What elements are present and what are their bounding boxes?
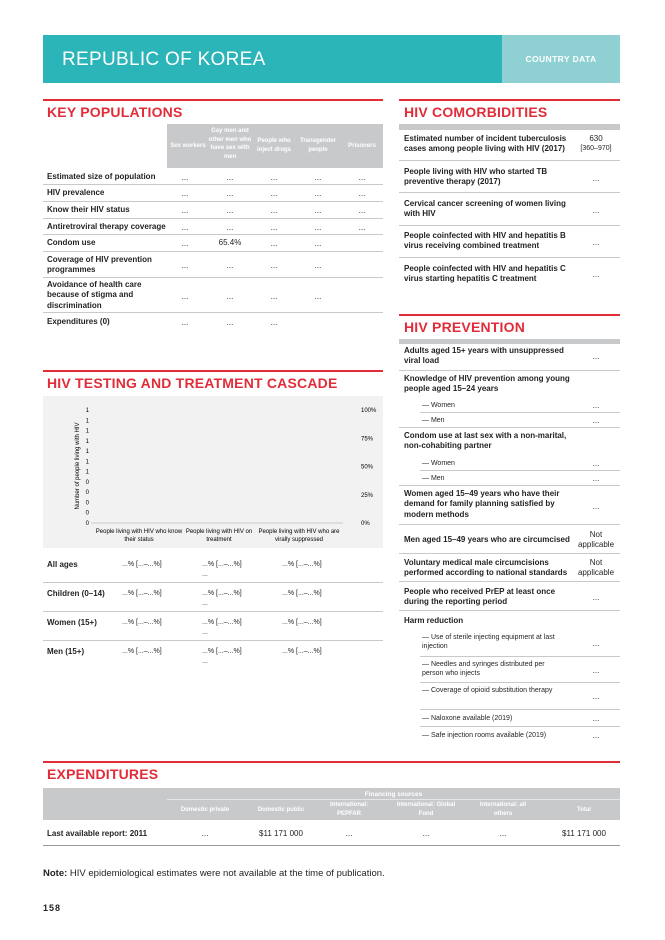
row-divider [420, 726, 620, 727]
left-tick-label: 1 [85, 428, 89, 435]
col-people-inject-drugs: People who inject drugs [256, 138, 291, 153]
row-divider [399, 427, 620, 428]
cascade-value: ...% [...–...%] [122, 619, 162, 626]
harm-item-value: ... [592, 639, 600, 648]
col-prisoners: Prisoners [348, 143, 376, 149]
kp-cell: ... [314, 206, 322, 215]
left-tick-label: 0 [85, 490, 89, 497]
cascade-value: ...% [...–...%] [202, 648, 242, 655]
row-divider [420, 656, 620, 657]
country-banner [43, 35, 620, 83]
right-tick-label: 0% [361, 521, 370, 527]
note [43, 868, 385, 879]
kp-cell: ... [314, 239, 322, 248]
harm-reduction-label: Harm reduction [404, 616, 464, 625]
left-tick-label: 0 [85, 500, 89, 507]
country-data-tag: COUNTRY DATA [502, 35, 620, 83]
kp-cell: ... [226, 189, 234, 198]
kp-cell: ... [226, 206, 234, 215]
row-divider [420, 412, 620, 413]
kp-cell: ... [181, 223, 189, 232]
col-domestic-public: Domestic public [257, 807, 305, 813]
col-global-fund: International: Global Fund [396, 802, 456, 817]
expenditure-value: ... [422, 829, 430, 838]
kp-cell: ... [270, 261, 278, 270]
kp-cell: ... [181, 318, 189, 327]
comorbidity-label: Estimated number of incident tuberculosis cases among people living with HIV (2017) [404, 134, 567, 154]
right-tick-label: 75% [361, 436, 374, 443]
row-divider [43, 251, 383, 252]
right-tick-label: 100% [361, 408, 377, 414]
harm-item-label: — Naloxone available (2019) [422, 715, 513, 722]
kp-cell: ... [181, 292, 189, 301]
left-tick-label: 1 [85, 438, 89, 445]
row-divider [420, 470, 620, 471]
cascade-title: HIV TESTING AND TREATMENT CASCADE [47, 375, 338, 391]
kp-cell: ... [314, 173, 322, 182]
cascade-value: ...% [...–...%] [282, 619, 322, 626]
comorbidity-label: People living with HIV who started TB preventive therapy (2017) [404, 167, 548, 187]
left-tick-label: 0 [85, 479, 89, 486]
prevention-value: ... [592, 416, 600, 425]
header-divider [167, 799, 620, 800]
row-divider [399, 225, 620, 226]
kp-row-label: Coverage of HIV prevention programmes [47, 255, 152, 275]
row-divider [43, 201, 383, 202]
prevention-rule [399, 314, 620, 316]
row-divider [399, 553, 620, 554]
prevention-title: HIV PREVENTION [404, 319, 526, 335]
category-label: treatment [206, 537, 232, 543]
prevention-label: Knowledge of HIV prevention among young people aged 15–24 years [404, 374, 570, 394]
row-divider [399, 192, 620, 193]
kp-cell: ... [314, 292, 322, 301]
left-tick-label: 0 [85, 521, 89, 527]
kp-row-label: Antiretroviral therapy coverage [47, 222, 166, 231]
row-divider [399, 257, 620, 258]
kp-cell: ... [270, 173, 278, 182]
prevention-label: Voluntary medical male circumcisions performed according to national standards [404, 558, 568, 578]
prevention-label: People who received PrEP at least once during the reporting period [404, 587, 556, 607]
prevention-label: Condom use at last sex with a non-marital, non-cohabiting partner [404, 431, 567, 451]
kp-row-label: Expenditures (0) [47, 317, 110, 326]
cascade-value: ... [202, 658, 208, 665]
col-gay-men: Gay men and other men who have sex with men [208, 128, 252, 161]
prevention-label: Adults aged 15+ years with unsuppressed viral load [404, 346, 564, 366]
y-axis-label: Number of people living with HIV [75, 422, 81, 510]
row-divider [399, 581, 620, 582]
kp-cell: ... [226, 292, 234, 301]
row-divider [399, 610, 620, 611]
category-label: People living with HIV on [185, 529, 253, 535]
col-transgender: Transgender people [299, 138, 336, 153]
category-label: virally suppressed [274, 537, 324, 543]
prevention-value: ... [592, 593, 600, 602]
kp-cell: ... [270, 239, 278, 248]
harm-item-label: — Use of sterile injecting equipment at last injection [422, 634, 555, 651]
kp-cell: ... [314, 261, 322, 270]
harm-item-value: ... [592, 731, 600, 740]
kp-cell: ... [270, 206, 278, 215]
prevention-sub-label: — Men [422, 417, 445, 424]
kp-cell: ... [358, 173, 366, 182]
chart-background [43, 396, 383, 548]
kp-cell: ... [358, 189, 366, 198]
cascade-row-label: Children (0–14) [47, 589, 105, 598]
kp-cell: ... [314, 189, 322, 198]
kp-cell: ... [270, 318, 278, 327]
category-label: their status [124, 537, 154, 543]
right-tick-label: 50% [361, 464, 374, 471]
cascade-value: ...% [...–...%] [122, 590, 162, 597]
kp-row-label: Estimated size of population [47, 172, 156, 181]
expenditure-row-label: Last available report: 2011 [47, 829, 148, 838]
comorbidity-value: 630 [589, 134, 603, 143]
harm-item-value: ... [592, 714, 600, 723]
prevention-value: ... [592, 502, 600, 511]
row-divider [420, 682, 620, 683]
row-divider [43, 312, 383, 313]
row-divider [43, 184, 383, 185]
expenditure-value: $11 171 000 [259, 829, 303, 838]
cascade-row-label: All ages [47, 560, 78, 569]
col-all-others: International: all others [479, 802, 527, 817]
comorbidity-label: People coinfected with HIV and hepatitis C virus starting hepatitis C treatment [404, 264, 566, 284]
expenditures-bottom-rule [43, 845, 620, 846]
prevention-sub-label: — Women [422, 460, 455, 467]
comorbidity-label: People coinfected with HIV and hepatitis B virus receiving combined treatment [404, 231, 566, 251]
kp-row-label: Condom use [47, 238, 96, 247]
prevention-sub-label: — Men [422, 475, 445, 482]
cascade-value: ...% [...–...%] [122, 648, 162, 655]
note-label: Note: [43, 868, 68, 879]
row-divider [43, 218, 383, 219]
comorbidity-range: [360–970] [580, 145, 612, 152]
row-divider [43, 234, 383, 235]
right-tick-label: 25% [361, 492, 374, 499]
row-divider [43, 582, 383, 583]
cascade-row-label: Men (15+) [47, 647, 85, 656]
prevention-value: ... [592, 401, 600, 410]
col-sex-workers: Sex workers [170, 143, 206, 149]
harm-item-value: ... [592, 692, 600, 701]
kp-cell: ... [181, 239, 189, 248]
kp-row-label: Avoidance of health care because of stigma and discrimination [47, 280, 142, 310]
key-populations-rule [43, 99, 383, 101]
cascade-value: ... [202, 571, 208, 578]
expenditure-value: ... [201, 829, 209, 838]
kp-cell: ... [270, 189, 278, 198]
harm-item-label: — Needles and syringes distributed per person who injects [422, 661, 545, 678]
row-divider [399, 160, 620, 161]
comorbidities-rule [399, 99, 620, 101]
cascade-row-label: Women (15+) [47, 618, 97, 627]
kp-cell: ... [181, 173, 189, 182]
row-divider [399, 370, 620, 371]
row-divider [43, 611, 383, 612]
comorbidity-value: ... [592, 174, 600, 183]
kp-cell: ... [314, 223, 322, 232]
kp-cell: 65.4% [218, 238, 242, 247]
prevention-value: Not applicable [577, 558, 615, 578]
prevention-sub-label: — Women [422, 402, 455, 409]
row-divider [399, 524, 620, 525]
kp-cell: ... [358, 206, 366, 215]
page-number: 158 [43, 903, 62, 913]
harm-item-label: — Coverage of opioid substitution therapy [422, 687, 553, 694]
harm-item-value: ... [592, 666, 600, 675]
kp-cell: ... [181, 189, 189, 198]
prevention-header-bar [399, 339, 620, 344]
prevention-value: ... [592, 474, 600, 483]
col-total: Total [577, 807, 591, 813]
cascade-rule [43, 370, 383, 372]
left-tick-label: 1 [85, 418, 89, 425]
cascade-value: ...% [...–...%] [282, 590, 322, 597]
row-divider [420, 709, 620, 710]
harm-item-label: — Safe injection rooms available (2019) [422, 732, 547, 739]
cascade-value: ... [202, 600, 208, 607]
cascade-value: ...% [...–...%] [202, 590, 242, 597]
row-divider [399, 485, 620, 486]
category-label: People living with HIV who are [258, 529, 340, 535]
row-divider [43, 640, 383, 641]
key-populations-title: KEY POPULATIONS [47, 104, 183, 120]
prevention-value: Not applicable [577, 530, 615, 550]
cascade-value: ...% [...–...%] [122, 561, 162, 568]
comorbidity-value: ... [592, 238, 600, 247]
kp-cell: ... [270, 223, 278, 232]
prevention-label: Women aged 15–49 years who have their demand for family planning satisfied by modern methods [404, 489, 560, 519]
comorbidity-value: ... [592, 206, 600, 215]
cascade-chart [43, 396, 383, 548]
prevention-value: ... [592, 352, 600, 361]
row-divider [43, 277, 383, 278]
kp-cell: ... [358, 223, 366, 232]
col-domestic-private: Domestic private [180, 807, 230, 813]
expenditure-value: $11 171 000 [562, 829, 606, 838]
kp-row-label: HIV prevalence [47, 188, 105, 197]
expenditures-title: EXPENDITURES [47, 766, 159, 782]
kp-row-label: Know their HIV status [47, 205, 130, 214]
expenditures-rule [43, 761, 620, 763]
kp-cell: ... [226, 223, 234, 232]
col-pepfar: International: PEPFAR [329, 802, 368, 817]
country-title: REPUBLIC OF KOREA [62, 49, 266, 70]
comorbidities-title: HIV COMORBIDITIES [404, 104, 548, 120]
category-label: People living with HIV who know [95, 529, 183, 535]
kp-cell: ... [226, 173, 234, 182]
kp-cell: ... [181, 206, 189, 215]
expenditure-value: ... [499, 829, 507, 838]
cascade-value: ...% [...–...%] [282, 561, 322, 568]
left-tick-label: 0 [85, 510, 89, 517]
left-tick-label: 1 [85, 459, 89, 466]
comorbidity-value: ... [592, 270, 600, 279]
kp-cell: ... [270, 292, 278, 301]
left-tick-label: 1 [85, 469, 89, 476]
cascade-value: ...% [...–...%] [202, 619, 242, 626]
cascade-value: ... [202, 629, 208, 636]
cascade-value: ...% [...–...%] [202, 561, 242, 568]
left-tick-label: 1 [85, 449, 89, 456]
comorbidity-label: Cervical cancer screening of women living with HIV [404, 199, 566, 219]
prevention-value: ... [592, 459, 600, 468]
left-tick-label: 1 [85, 408, 89, 414]
kp-cell: ... [226, 261, 234, 270]
kp-cell: ... [181, 261, 189, 270]
expenditure-value: ... [345, 829, 353, 838]
prevention-label: Men aged 15–49 years who are circumcised [404, 535, 570, 544]
financing-sources-header: Financing sources [364, 791, 423, 798]
note-text: HIV epidemiological estimates were not available at the time of publication. [67, 868, 385, 879]
kp-cell: ... [226, 318, 234, 327]
cascade-value: ...% [...–...%] [282, 648, 322, 655]
comorbidities-header-bar [399, 124, 620, 130]
